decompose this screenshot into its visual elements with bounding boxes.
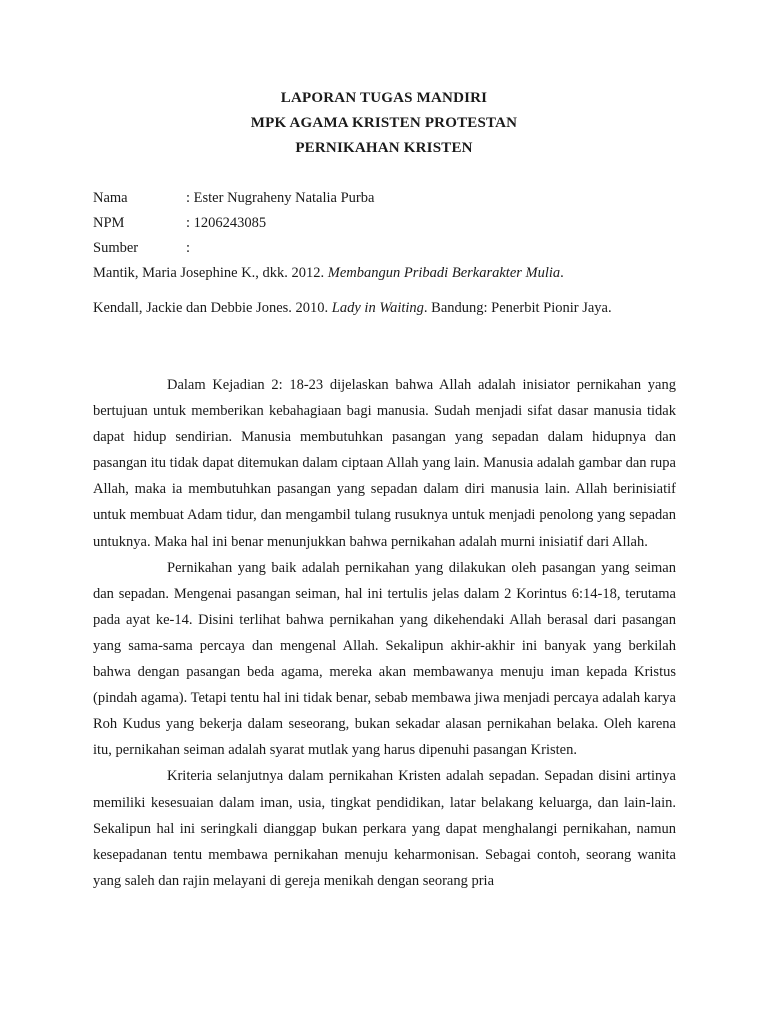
body-text xyxy=(93,372,676,894)
paragraph-1: Dalam Kejadian 2: 18-23 dijelaskan bahwa Allah adalah inisiator pernikahan yang bertujuan untuk memberikan kebahagiaan bagi manusia. Sudah menjadi sifat dasar manusia tidak dapat hidup sendirian. Manusia membutuhkan pasangan yang sepadan dalam hidupnya dan pasangan itu tidak dapat ditemukan dalam ciptaan Allah yang lain. Manusia adalah gambar dan rupa Allah, maka ia membutuhkan pasangan yang sepadan dalam diri manusia lain. Allah berinisiatif untuk membuat Adam tidur, dan mengambil tulang rusuknya untuk menjadi penolong yang sepadan untuknya. Maka hal ini benar menunjukkan bahwa pernikahan adalah murni inisiatif dari Allah. xyxy=(93,377,676,550)
nama-label: Nama xyxy=(93,190,128,206)
reference-2-title: Lady in Waiting xyxy=(331,300,424,316)
reference-1-title: Membangun Pribadi Berkarakter Mulia xyxy=(327,265,561,281)
reference-1 xyxy=(93,261,612,286)
title-line-3: PERNIKAHAN KRISTEN xyxy=(295,140,473,156)
info-row-sumber xyxy=(93,236,374,261)
sumber-value: : xyxy=(186,240,191,256)
document-title xyxy=(0,86,768,161)
author-info xyxy=(93,186,374,261)
info-row-nama xyxy=(93,186,374,211)
title-line-2: MPK AGAMA KRISTEN PROTESTAN xyxy=(250,115,518,131)
reference-2 xyxy=(93,296,612,321)
info-row-npm xyxy=(93,211,374,236)
paragraph-2: Pernikahan yang baik adalah pernikahan yang dilakukan oleh pasangan yang seiman dan sepadan. Mengenai pasangan seiman, hal ini tertulis jelas dalam 2 Korintus 6:14-18, terutama pada ayat ke-14. Disini terlihat bahwa pernikahan yang dikehendaki Allah berasal dari pasangan yang sama-sama percaya dan mengenal Allah. Sekalipun akhir-akhir ini banyak yang berkilah bahwa dengan pasangan beda agama, mereka akan membawanya menuju iman kepada Kristus (pindah agama). Tetapi tentu hal ini tidak benar, sebab membawa jiwa menjadi percaya adalah karya Roh Kudus yang bekerja dalam seseorang, bukan sekadar alasan pernikahan belaka. Oleh karena itu, pernikahan seiman adalah syarat mutlak yang harus dipenuhi pasangan Kristen. xyxy=(93,559,676,759)
references xyxy=(93,261,612,321)
npm-label: NPM xyxy=(93,215,125,231)
title-line-1: LAPORAN TUGAS MANDIRI xyxy=(280,90,488,106)
nama-value: : Ester Nugraheny Natalia Purba xyxy=(186,190,375,206)
paragraph-3: Kriteria selanjutnya dalam pernikahan Kristen adalah sepadan. Sepadan disini artinya memiliki kesesuaian dalam iman, usia, tingkat pendidikan, latar belakang keluarga, dan lain-lain. Sekalipun hal ini seringkali dianggap bukan perkara yang dapat menghalangi pernikahan, namun kesepadanan tentu membawa pernikahan menuju keharmonisan. Sebagai contoh, seorang wanita yang saleh dan rajin melayani di gereja menikah dengan seorang pria xyxy=(93,768,676,889)
reference-1-authors: Mantik, Maria Josephine K., dkk. 2012. xyxy=(93,265,328,281)
reference-2-authors: Kendall, Jackie dan Debbie Jones. 2010. xyxy=(93,300,332,316)
sumber-label: Sumber xyxy=(93,240,139,256)
reference-2-tail: . Bandung: Penerbit Pionir Jaya. xyxy=(423,300,612,316)
reference-1-tail: . xyxy=(560,265,564,281)
npm-value: : 1206243085 xyxy=(186,215,267,231)
